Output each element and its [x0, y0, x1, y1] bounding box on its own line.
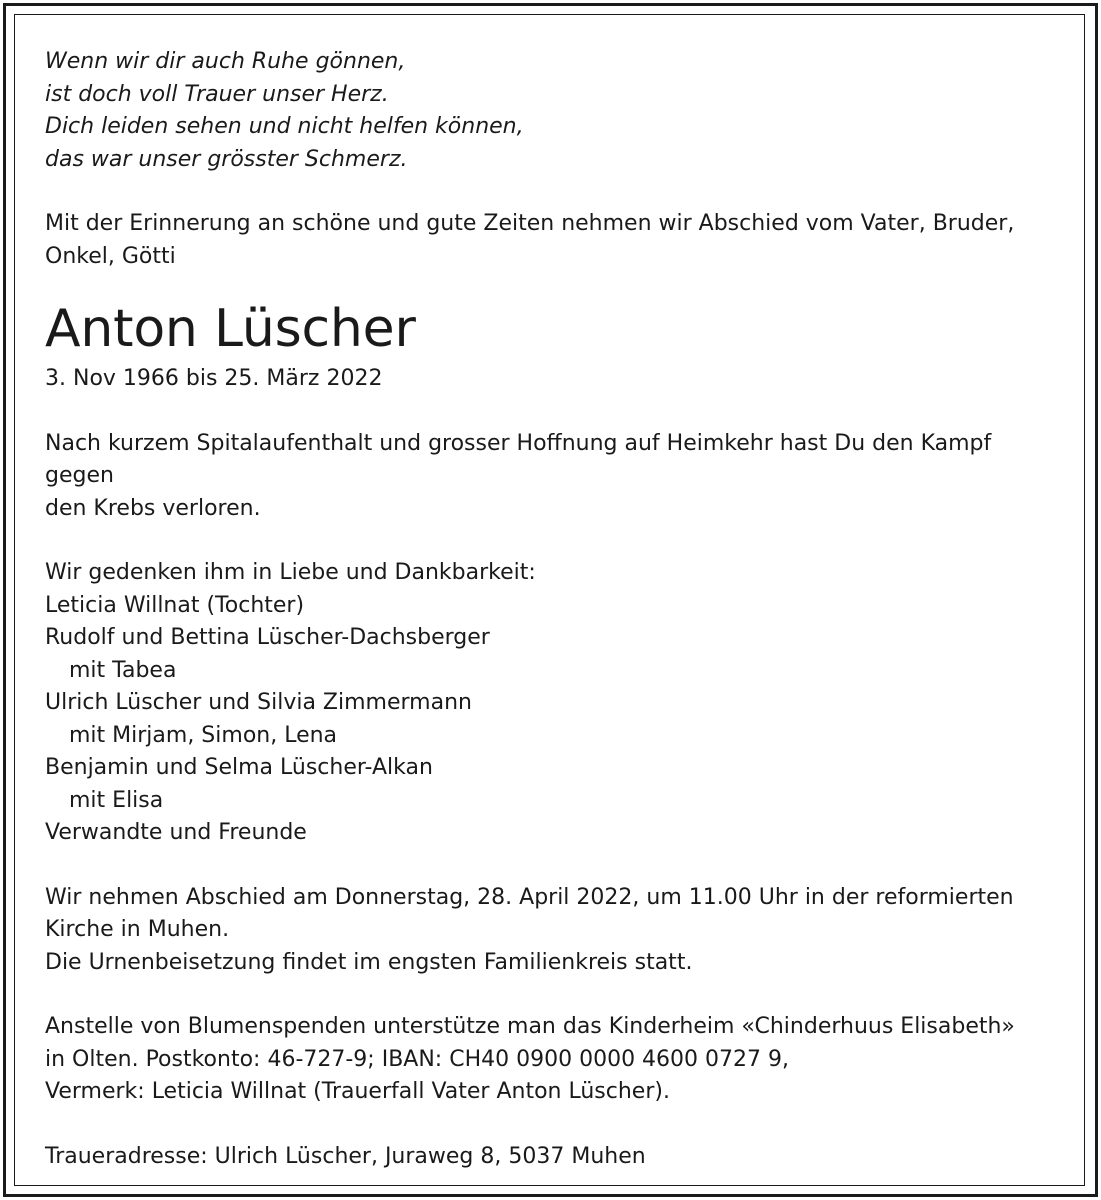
poem-line: Wenn wir dir auch Ruhe gönnen,: [45, 49, 406, 74]
mourner-entry: Ulrich Lüscher und Silvia Zimmermann: [45, 690, 472, 715]
mourners-heading: Wir gedenken ihm in Liebe und Dankbarkeit:: [45, 560, 536, 585]
story-line: Nach kurzem Spitalaufenthalt und grosser Hoffnung auf Heimkehr hast Du den Kampf gegen: [45, 430, 992, 488]
story-paragraph: [45, 428, 1055, 526]
mourner-entry: Rudolf und Bettina Lüscher-Dachsberger: [45, 625, 490, 650]
donation-line: Anstelle von Blumenspenden unterstütze man das Kinderheim «Chinderhuus Elisabeth»: [45, 1014, 1015, 1039]
donation-line: Vermerk: Leticia Willnat (Trauerfall Vater Anton Lüscher).: [45, 1079, 670, 1104]
intro-line: Onkel, Götti: [45, 243, 176, 269]
memorial-poem: [45, 46, 1055, 176]
mourner-subentry: mit Tabea: [69, 657, 177, 683]
ceremony-line: Kirche in Muhen.: [45, 917, 230, 942]
mourner-subentry: mit Mirjam, Simon, Lena: [69, 722, 338, 748]
mourner-subentry: mit Elisa: [69, 787, 164, 813]
mourner-entry: Verwandte und Freunde: [45, 820, 307, 845]
mourning-address: [45, 1141, 1055, 1174]
story-line: den Krebs verloren.: [45, 495, 261, 521]
donation-paragraph: [45, 1011, 1055, 1109]
ceremony-line: Die Urnenbeisetzung findet im engsten Familienkreis statt.: [45, 949, 693, 975]
poem-line: ist doch voll Trauer unser Herz.: [45, 81, 389, 107]
mourners-list: [45, 557, 1055, 850]
mourner-entry: Leticia Willnat (Tochter): [45, 592, 305, 618]
poem-line: Dich leiden sehen und nicht helfen können,: [45, 114, 524, 139]
ceremony-paragraph: [45, 882, 1055, 980]
life-dates: 3. Nov 1966 bis 25. März 2022: [45, 366, 383, 391]
ceremony-line: Wir nehmen Abschied am Donnerstag, 28. April 2022, um 11.00 Uhr in der reformierten: [45, 884, 1014, 910]
mourner-entry: Benjamin und Selma Lüscher-Alkan: [45, 755, 433, 780]
donation-line: in Olten. Postkonto: 46-727-9; IBAN: CH40 0900 0000 4600 0727 9,: [45, 1046, 790, 1072]
poem-line: das war unser grösster Schmerz.: [45, 146, 408, 172]
address-line: Traueradresse: Ulrich Lüscher, Juraweg 8, 5037 Muhen: [45, 1143, 646, 1169]
deceased-name: Anton Lüscher: [45, 299, 416, 359]
obituary-notice: [45, 46, 1055, 1173]
intro-line: Mit der Erinnerung an schöne und gute Zeiten nehmen wir Abschied vom Vater, Bruder,: [45, 211, 1015, 236]
intro-paragraph: [45, 208, 1055, 273]
